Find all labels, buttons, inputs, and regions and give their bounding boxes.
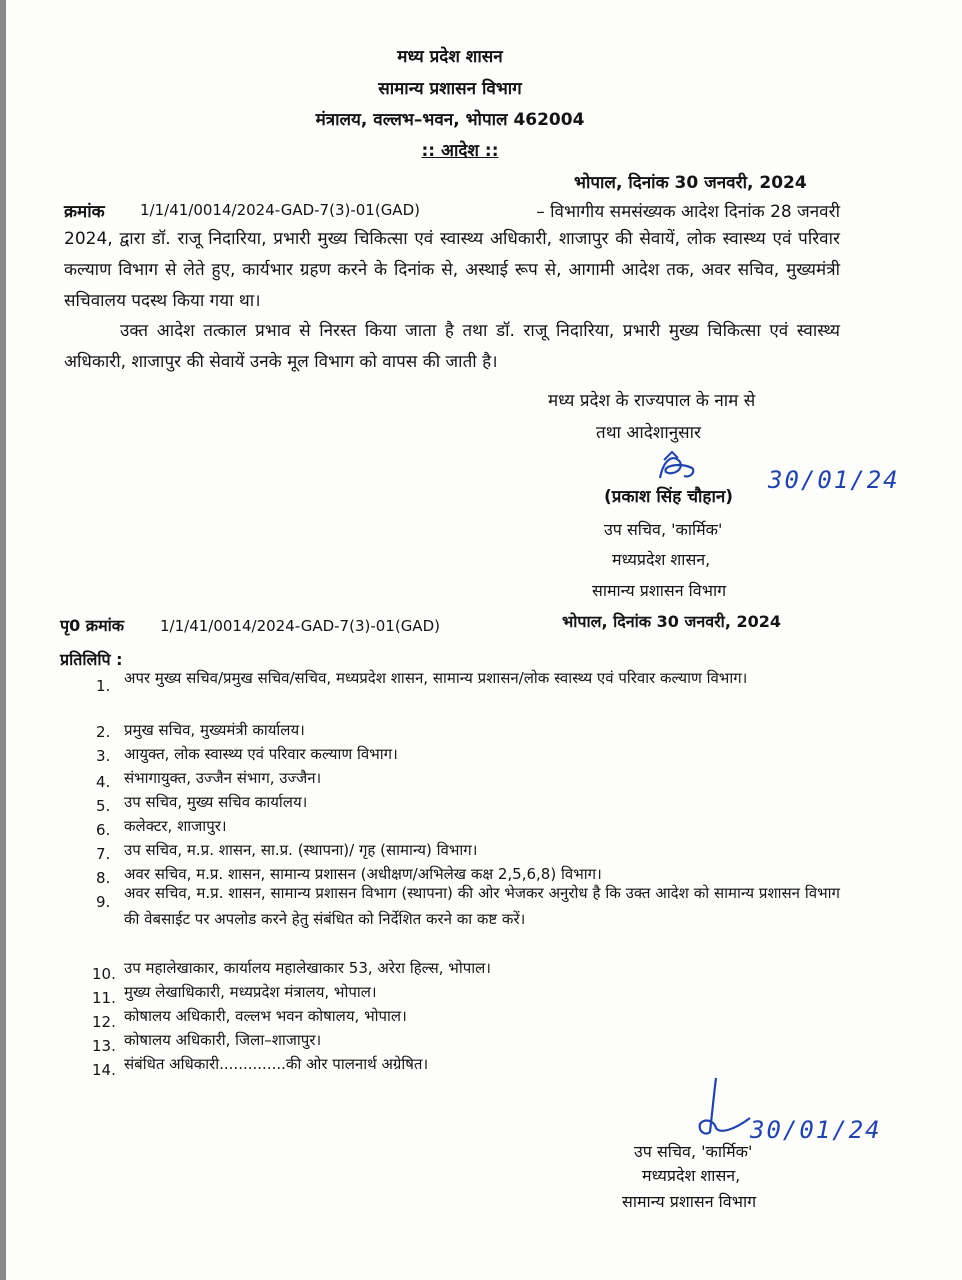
footer-office1: मध्यप्रदेश शासन, [642,1166,741,1185]
list-item: अवर सचिव, म.प्र. शासन, सामान्य प्रशासन विभाग (स्थापना) की ओर भेजकर अनुरोध है कि उक्त आदेश को सामान्य प्रशासन विभाग की वेबसाईट पर अपलोड करने हेतु संबंधित को निर्देशित करने का कष्ट करें। [124,884,840,928]
header-department: सामान्य प्रशासन विभाग [378,79,522,99]
footer-office2: सामान्य प्रशासन विभाग [622,1192,757,1211]
endorsement-date: भोपाल, दिनांक 30 जनवरी, 2024 [562,612,781,631]
list-item: मुख्य लेखाधिकारी, मध्यप्रदेश मंत्रालय, भोपाल। [124,983,377,1001]
order-title: :: आदेश :: [421,141,499,161]
signature-mark [650,448,710,488]
authority-line2: तथा आदेशानुसार [596,423,702,443]
footer-designation: उप सचिव, 'कार्मिक' [634,1142,753,1161]
list-item-number: 8. [96,869,111,887]
list-item: अपर मुख्य सचिव/प्रमुख सचिव/सचिव, मध्यप्रदेश शासन, सामान्य प्रशासन/लोक स्वास्थ्य एवं परिवार कल्याण विभाग। [124,669,748,687]
list-item-number: 3. [96,747,111,765]
copy-label: प्रतिलिपि : [60,650,123,669]
order-para1-first-line: – विभागीय समसंख्यक आदेश दिनांक 28 जनवरी [536,202,840,222]
list-item: उप सचिव, म.प्र. शासन, सा.प्र. (स्थापना)/ गृह (सामान्य) विभाग। [124,841,478,859]
scan-edge-shadow [0,0,6,1280]
signature-date: 30/01/24 [768,466,900,494]
list-item: संभागायुक्त, उज्जैन संभाग, उज्जैन। [124,769,322,787]
list-item-number: 12. [92,1013,116,1031]
order-date: भोपाल, दिनांक 30 जनवरी, 2024 [574,173,807,193]
signatory-designation: उप सचिव, 'कार्मिक' [604,520,723,539]
list-item: प्रमुख सचिव, मुख्यमंत्री कार्यालय। [124,721,305,739]
list-item: कोषालय अधिकारी, वल्लभ भवन कोषालय, भोपाल। [124,1007,407,1025]
list-item-number: 5. [96,797,111,815]
list-item-number: 7. [96,845,111,863]
list-item-number: 4. [96,773,111,791]
signatory-office2: सामान्य प्रशासन विभाग [592,581,727,600]
endorsement-kramank-label: पृ0 क्रमांक [60,616,125,635]
footer-signature-date: 30/01/24 [750,1116,882,1144]
endorsement-kramank-number: 1/1/41/0014/2024-GAD-7(3)-01(GAD) [160,617,440,635]
list-item-number: 10. [92,965,116,983]
list-item-number: 13. [92,1037,116,1055]
list-item: कोषालय अधिकारी, जिला–शाजापुर। [124,1031,322,1049]
list-item: आयुक्त, लोक स्वास्थ्य एवं परिवार कल्याण विभाग। [124,745,398,763]
list-item: अवर सचिव, म.प्र. शासन, सामान्य प्रशासन (अधीक्षण/अभिलेख कक्ष 2,5,6,8) विभाग। [124,865,602,883]
list-item-number: 14. [92,1061,116,1079]
list-item-number: 6. [96,821,111,839]
signatory-office1: मध्यप्रदेश शासन, [612,550,711,569]
authority-line1: मध्य प्रदेश के राज्यपाल के नाम से [548,391,756,411]
list-item: संबंधित अधिकारी..............की ओर पालनार्थ अग्रेषित। [124,1055,429,1073]
list-item-number: 2. [96,723,111,741]
list-item: उप महालेखाकार, कार्यालय महालेखाकार 53, अरेरा हिल्स, भोपाल। [124,959,491,977]
list-item-number: 1. [96,677,111,695]
kramank-label: क्रमांक [64,202,105,222]
list-item: उप सचिव, मुख्य सचिव कार्यालय। [124,793,308,811]
list-item-number: 11. [92,989,116,1007]
kramank-number: 1/1/41/0014/2024-GAD-7(3)-01(GAD) [140,201,420,219]
order-para1: 2024, द्वारा डॉ. राजू निदारिया, प्रभारी मुख्य चिकित्सा एवं स्वास्थ्य अधिकारी, शाजापुर की सेवायें, लोक स्वास्थ्य एवं परिवार कल्याण विभाग से लेते हुए, कार्यभार ग्रहण करने के दिनांक से, अस्थाई रूप से, आगामी आदेश तक, अवर सचिव, मुख्यमंत्री सचिवालय पदस्थ किया गया था। [64,229,840,311]
order-para2: उक्त आदेश तत्काल प्रभाव से निरस्त किया जाता है तथा डॉ. राजू निदारिया, प्रभारी मुख्य चिकित्सा एवं स्वास्थ्य अधिकारी, शाजापुर की सेवायें उनके मूल विभाग को वापस की जाती है। [64,321,840,372]
list-item-number: 9. [96,893,111,911]
header-address: मंत्रालय, वल्लभ–भवन, भोपाल 462004 [315,110,585,130]
signatory-name: (प्रकाश सिंह चौहान) [604,487,734,507]
list-item: कलेक्टर, शाजापुर। [124,817,227,835]
header-govt: मध्य प्रदेश शासन [397,47,503,67]
